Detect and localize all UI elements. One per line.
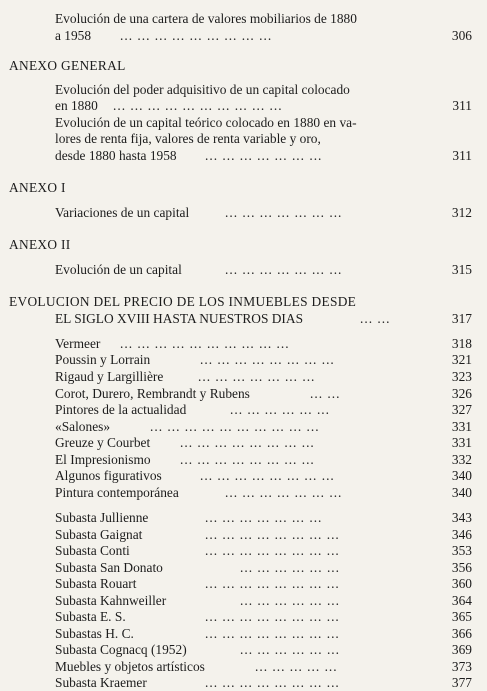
list-item: Algunos figurativos: [55, 468, 162, 483]
section-heading: ANEXO GENERAL: [9, 58, 126, 73]
entry-text: en 1880: [55, 98, 98, 113]
leader-dots: ... ... ... ... ... ... ... ...: [205, 626, 340, 641]
leader-dots: ... ... ... ... ... ...: [240, 560, 340, 575]
leader-dots: ... ... ... ... ... ... ... ...: [205, 576, 340, 591]
leader-dots: ... ... ... ... ... ... ... ... ... ...: [120, 336, 290, 351]
leader-dots: ... ... ... ... ... ...: [240, 642, 340, 657]
list-item: Subasta Rouart: [55, 576, 137, 591]
list-item: Subasta Conti: [55, 543, 130, 558]
section-heading: ANEXO II: [9, 237, 71, 252]
leader-dots: ... ... ... ... ... ... ... ... ... ...: [150, 419, 320, 434]
list-item: Subasta Kraemer: [55, 675, 147, 690]
leader-dots: ... ...: [360, 311, 391, 326]
page-number: 343: [451, 510, 472, 525]
leader-dots: ... ... ... ... ... ...: [230, 402, 330, 417]
page-number: 377: [451, 675, 472, 690]
leader-dots: ... ... ... ... ...: [255, 659, 338, 674]
page-number: 366: [451, 626, 472, 641]
page-number: 317: [451, 311, 472, 326]
leader-dots: ... ... ... ... ... ... ... ... ... ...: [113, 98, 283, 113]
section-heading: EVOLUCION DEL PRECIO DE LOS INMUEBLES DESDE: [9, 294, 357, 309]
page-number: 327: [451, 402, 472, 417]
list-item: Greuze y Courbet: [55, 435, 151, 450]
entry-text: Evolución de una cartera de valores mobiliarios de 1880: [55, 11, 357, 26]
page-number: 369: [451, 642, 472, 657]
leader-dots: ... ... ... ... ... ... ... ...: [205, 527, 340, 542]
page-number: 353: [451, 543, 472, 558]
page-number: 346: [451, 527, 472, 542]
list-item: Subasta E. S.: [55, 609, 126, 624]
leader-dots: ... ... ... ... ... ... ...: [225, 262, 343, 277]
list-item: Corot, Durero, Rembrandt y Rubens: [55, 386, 250, 401]
page-number: 332: [451, 452, 472, 467]
leader-dots: ... ... ... ... ... ... ... ...: [200, 468, 335, 483]
entry-text: Evolución del poder adquisitivo de un capital colocado: [55, 82, 350, 97]
list-item: Muebles y objetos artísticos: [55, 659, 205, 674]
leader-dots: ... ... ... ... ... ... ... ...: [205, 609, 340, 624]
leader-dots: ... ... ... ... ... ... ... ...: [180, 435, 315, 450]
page-number: 312: [451, 205, 472, 220]
list-item: Vermeer: [55, 336, 101, 351]
section-heading: ANEXO I: [9, 180, 66, 195]
leader-dots: ... ... ... ... ... ... ...: [205, 148, 323, 163]
page-number: 373: [451, 659, 472, 674]
page-number: 340: [451, 485, 472, 500]
entry-text: Evolución de un capital teórico colocado en 1880 en va-: [55, 115, 357, 130]
list-item: Subasta Cognacq (1952): [55, 642, 187, 657]
entry-text: desde 1880 hasta 1958: [55, 148, 177, 163]
list-item: Subasta Kahnweiller: [55, 593, 167, 608]
page-number: 364: [451, 593, 472, 608]
page-number: 331: [451, 419, 472, 434]
list-item: Subastas H. C.: [55, 626, 134, 641]
entry-text: Evolución de un capital: [55, 262, 182, 277]
list-item: El Impresionismo: [55, 452, 151, 467]
list-item: Subasta San Donato: [55, 560, 163, 575]
list-item: Pintura contemporánea: [55, 485, 179, 500]
page-number: 365: [451, 609, 472, 624]
leader-dots: ... ... ... ... ... ... ... ...: [180, 452, 315, 467]
page-number: 306: [451, 28, 472, 43]
entry-text: lores de renta fija, valores de renta variable y oro,: [55, 131, 321, 146]
page-number: 311: [452, 98, 472, 113]
page-number: 318: [451, 336, 472, 351]
page-number: 356: [451, 560, 472, 575]
page-number: 311: [452, 148, 472, 163]
page-number: 340: [451, 468, 472, 483]
leader-dots: ... ... ... ... ... ... ...: [205, 510, 323, 525]
leader-dots: ... ... ... ... ... ... ... ... ...: [120, 28, 273, 43]
leader-dots: ... ... ... ... ... ...: [240, 593, 340, 608]
leader-dots: ... ...: [310, 386, 341, 401]
page-number: 326: [451, 386, 472, 401]
page-number: 331: [451, 435, 472, 450]
list-item: Subasta Gaignat: [55, 527, 143, 542]
list-item: Subasta Jullienne: [55, 510, 149, 525]
page-number: 323: [451, 369, 472, 384]
leader-dots: ... ... ... ... ... ... ... ...: [205, 543, 340, 558]
leader-dots: ... ... ... ... ... ... ... ...: [205, 675, 340, 690]
leader-dots: ... ... ... ... ... ... ...: [198, 369, 316, 384]
list-item: «Salones»: [55, 419, 111, 434]
leader-dots: ... ... ... ... ... ... ... ...: [200, 352, 335, 367]
entry-text: a 1958: [55, 28, 92, 43]
entry-text: Variaciones de un capital: [55, 205, 190, 220]
page-number: 321: [451, 352, 472, 367]
leader-dots: ... ... ... ... ... ... ...: [225, 205, 343, 220]
list-item: Poussin y Lorrain: [55, 352, 151, 367]
leader-dots: ... ... ... ... ... ... ...: [225, 485, 343, 500]
section-heading-line2: EL SIGLO XVIII HASTA NUESTROS DIAS: [55, 311, 304, 326]
page-number: 315: [451, 262, 472, 277]
list-item: Rigaud y Largillière: [55, 369, 164, 384]
list-item: Pintores de la actualidad: [55, 402, 187, 417]
page-number: 360: [451, 576, 472, 591]
